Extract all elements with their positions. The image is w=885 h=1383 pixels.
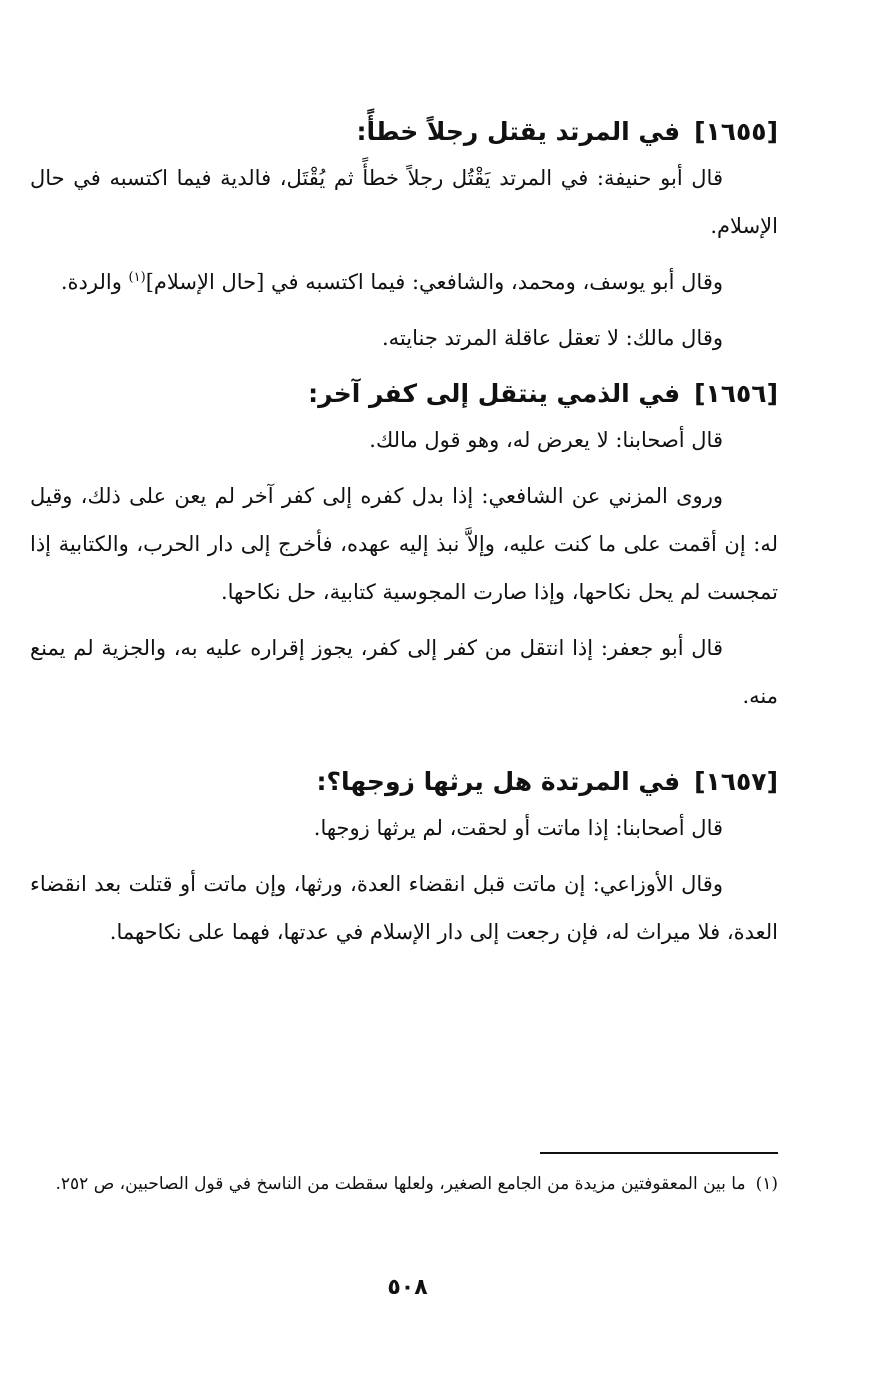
section-heading — [30, 112, 778, 152]
paragraph: وقال الأوزاعي: إن ماتت قبل انقضاء العدة، ورثها، وإن ماتت أو قتلت بعد انقضاء العدة، فلا ميراث له، فإن رجعت إلى دار الإسلام في عدتها، فهما على نكاحهما. — [30, 872, 778, 944]
section-heading — [30, 374, 778, 414]
footnote-reference: (١) — [128, 270, 146, 285]
page-number: ٥٠٨ — [387, 1275, 428, 1300]
page-body — [30, 100, 778, 964]
paragraph: قال أبو حنيفة: في المرتد يَقْتُل رجلاً خطأً ثم يُقْتَل، فالدية فيما اكتسبه في حال الإسلام. — [30, 166, 778, 238]
section-title: في المرتد يقتل رجلاً خطأً: — [356, 117, 681, 146]
paragraph: قال أصحابنا: إذا ماتت أو لحقت، لم يرثها زوجها. — [313, 816, 723, 840]
paragraph: وقال مالك: لا تعقل عاقلة المرتد جنايته. — [381, 326, 723, 350]
paragraph: قال أصحابنا: لا يعرض له، وهو قول مالك. — [369, 428, 723, 452]
section-spacer — [30, 728, 778, 750]
footnote-text: ما بين المعقوفتين مزيدة من الجامع الصغير، ولعلها سقطت من الناسخ في قول الصاحبين، ص ٢٥٢. — [55, 1174, 746, 1194]
section-number: [١٦٥٥] — [694, 117, 778, 146]
paragraph — [30, 258, 778, 306]
footnote-divider — [540, 1152, 778, 1154]
section-number: [١٦٥٦] — [694, 379, 778, 408]
section-number: [١٦٥٧] — [694, 767, 778, 796]
section-heading — [30, 762, 778, 802]
footnote-mark: (١) — [755, 1174, 778, 1194]
section-title: في الذمي ينتقل إلى كفر آخر: — [308, 379, 681, 408]
paragraph-text-tail: والردة. — [60, 270, 129, 294]
paragraph: قال أبو جعفر: إذا انتقل من كفر إلى كفر، يجوز إقراره عليه به، والجزية لم يمنع منه. — [30, 636, 778, 708]
section-title: في المرتدة هل يرثها زوجها؟: — [316, 767, 681, 796]
paragraph-text: وقال أبو يوسف، ومحمد، والشافعي: فيما اكتسبه في [حال الإسلام] — [145, 270, 723, 294]
paragraph: وروى المزني عن الشافعي: إذا بدل كفره إلى كفر آخر لم يعن على ذلك، وقيل له: إن أقمت على ما كنت عليه، وإلاَّ نبذ إليه عهده، فأخرج إلى دار الحرب، والكتابية إذا تمجست لم يحل نكاحها، وإذا صارت المجوسية كتابية، حل نكاحها. — [30, 484, 778, 604]
footnote — [30, 1166, 778, 1202]
